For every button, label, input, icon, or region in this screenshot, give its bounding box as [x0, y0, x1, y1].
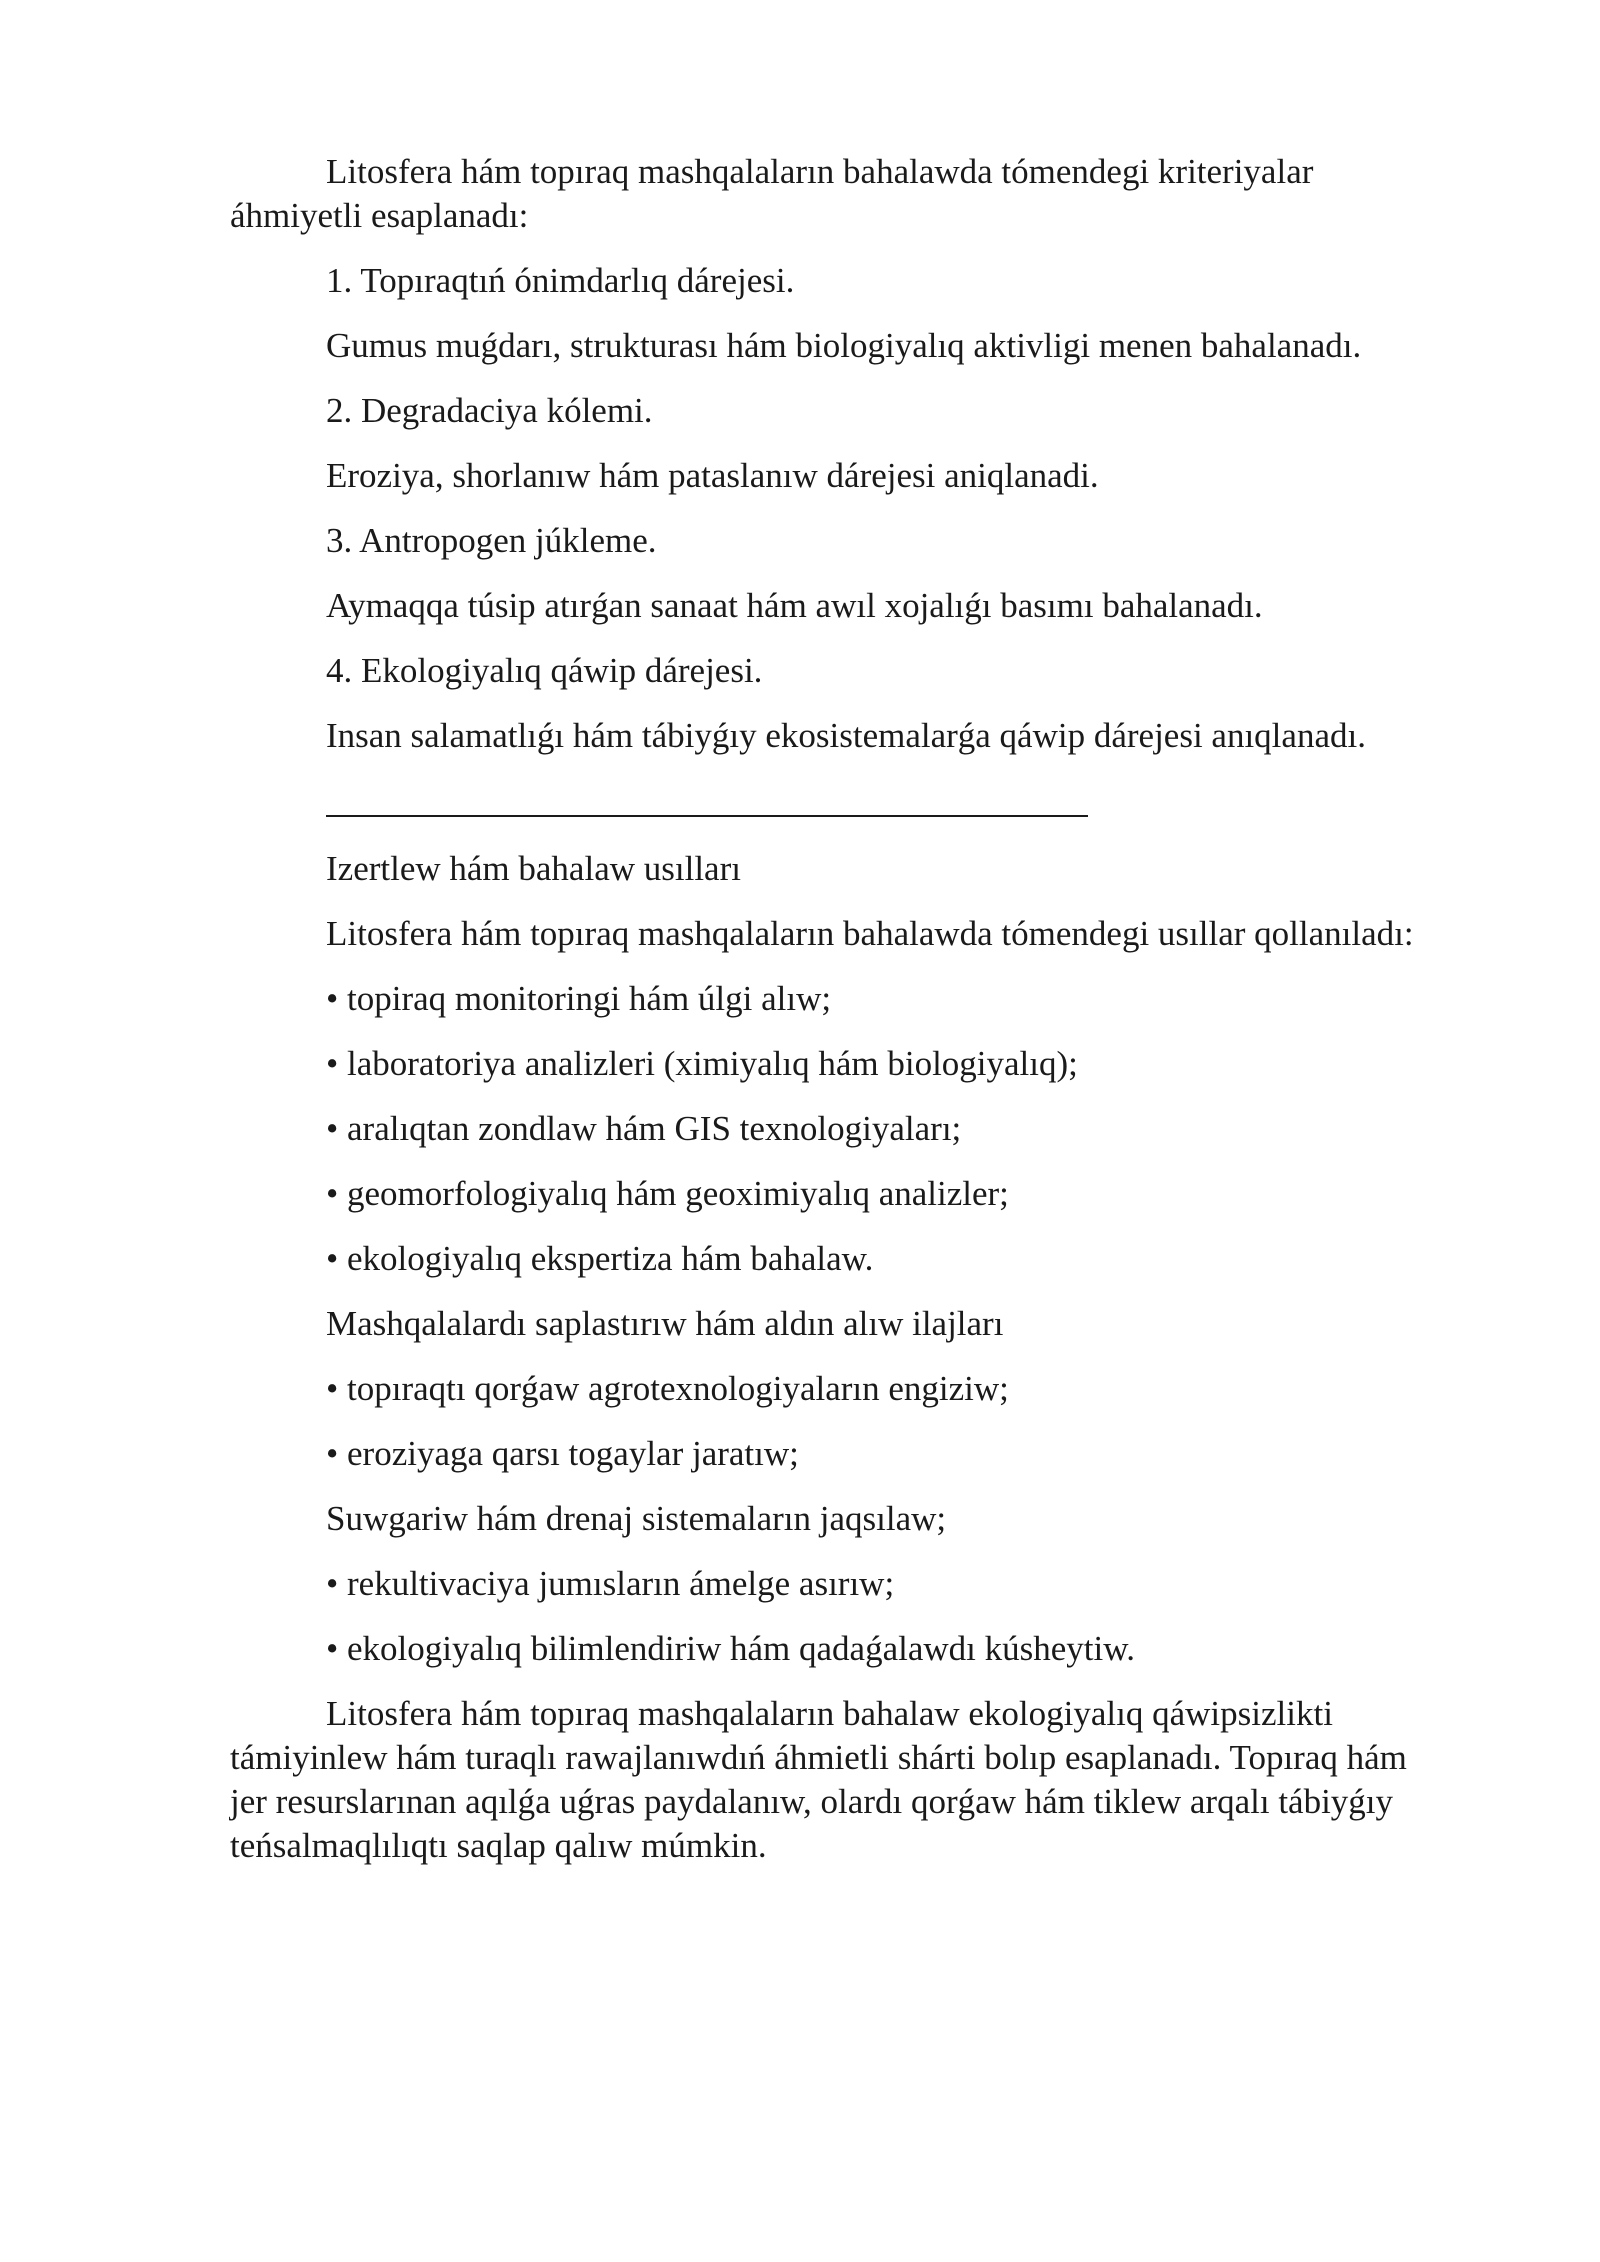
criterion-description: Eroziya, shorlanıw hám pataslanıw dárejesi aniqlanadi. [326, 456, 1099, 495]
list-item: • laboratoriya analizleri (ximiyalıq hám biologiyalıq); [326, 1044, 1078, 1083]
criterion-description: Gumus muǵdarı, strukturası hám biologiyalıq aktivligi menen bahalanadı. [326, 326, 1362, 365]
list-item: • ekologiyalıq bilimlendiriw hám qadaǵalawdı kúsheytiw. [326, 1629, 1135, 1668]
list-item: • topiraq monitoringi hám úlgi alıw; [326, 979, 832, 1018]
criterion-title: 3. Antropogen júkleme. [326, 521, 657, 560]
list-item: Suwgariw hám drenaj sistemaların jaqsılaw; [326, 1499, 947, 1538]
criteria-list [230, 259, 1450, 758]
separator-line [326, 779, 1088, 817]
list-item: • eroziyaga qarsı togaylar jaratıw; [326, 1434, 799, 1473]
list-item: • rekultivaciya jumısların ámelge asırıw; [326, 1564, 895, 1603]
criterion-title: 2. Degradaciya kólemi. [326, 391, 653, 430]
criterion-title: 4. Ekologiyalıq qáwip dárejesi. [326, 651, 763, 690]
measures-heading: Mashqalalardı saplastırıw hám aldın alıw ilajları [326, 1304, 1004, 1343]
criterion-description: Insan salamatlıǵı hám tábiyǵıy ekosistemalarǵa qáwip dárejesi anıqlanadı. [326, 716, 1366, 755]
list-item: • geomorfologiyalıq hám geoximiyalıq analizler; [326, 1174, 1009, 1213]
methods-list [230, 977, 1450, 1281]
intro-paragraph: Litosfera hám topıraq mashqalaların bahalawda tómendegi kriteriyalar áhmiyetli esaplanadı: [230, 152, 1314, 235]
methods-intro-paragraph: Litosfera hám topıraq mashqalaların bahalawda tómendegi usıllar qollanıladı: [326, 914, 1414, 953]
measures-list [230, 1367, 1450, 1671]
list-item: • topıraqtı qorǵaw agrotexnologiyaların engiziw; [326, 1369, 1009, 1408]
criterion-description: Aymaqqa túsip atırǵan sanaat hám awıl xojalıǵı basımı bahalanadı. [326, 586, 1263, 625]
document-body [230, 150, 1450, 1889]
criterion-title: 1. Topıraqtıń ónimdarlıq dárejesi. [326, 261, 795, 300]
list-item: • aralıqtan zondlaw hám GIS texnologiyaları; [326, 1109, 962, 1148]
list-item: • ekologiyalıq ekspertiza hám bahalaw. [326, 1239, 874, 1278]
methods-heading: Izertlew hám bahalaw usılları [326, 849, 741, 888]
conclusion-paragraph: Litosfera hám topıraq mashqalaların bahalaw ekologiyalıq qáwipsizlikti támiyinlew hám turaqlı rawajlanıwdıń áhmietli shárti bolıp esaplanadı. Topıraq hám jer resurslarınan aqılǵa uǵras paydalanıw, olardı qorǵaw hám tiklew arqalı tábiyǵıy teńsalmaqlılıqtı saqlap qalıw múmkin. [230, 1694, 1407, 1865]
